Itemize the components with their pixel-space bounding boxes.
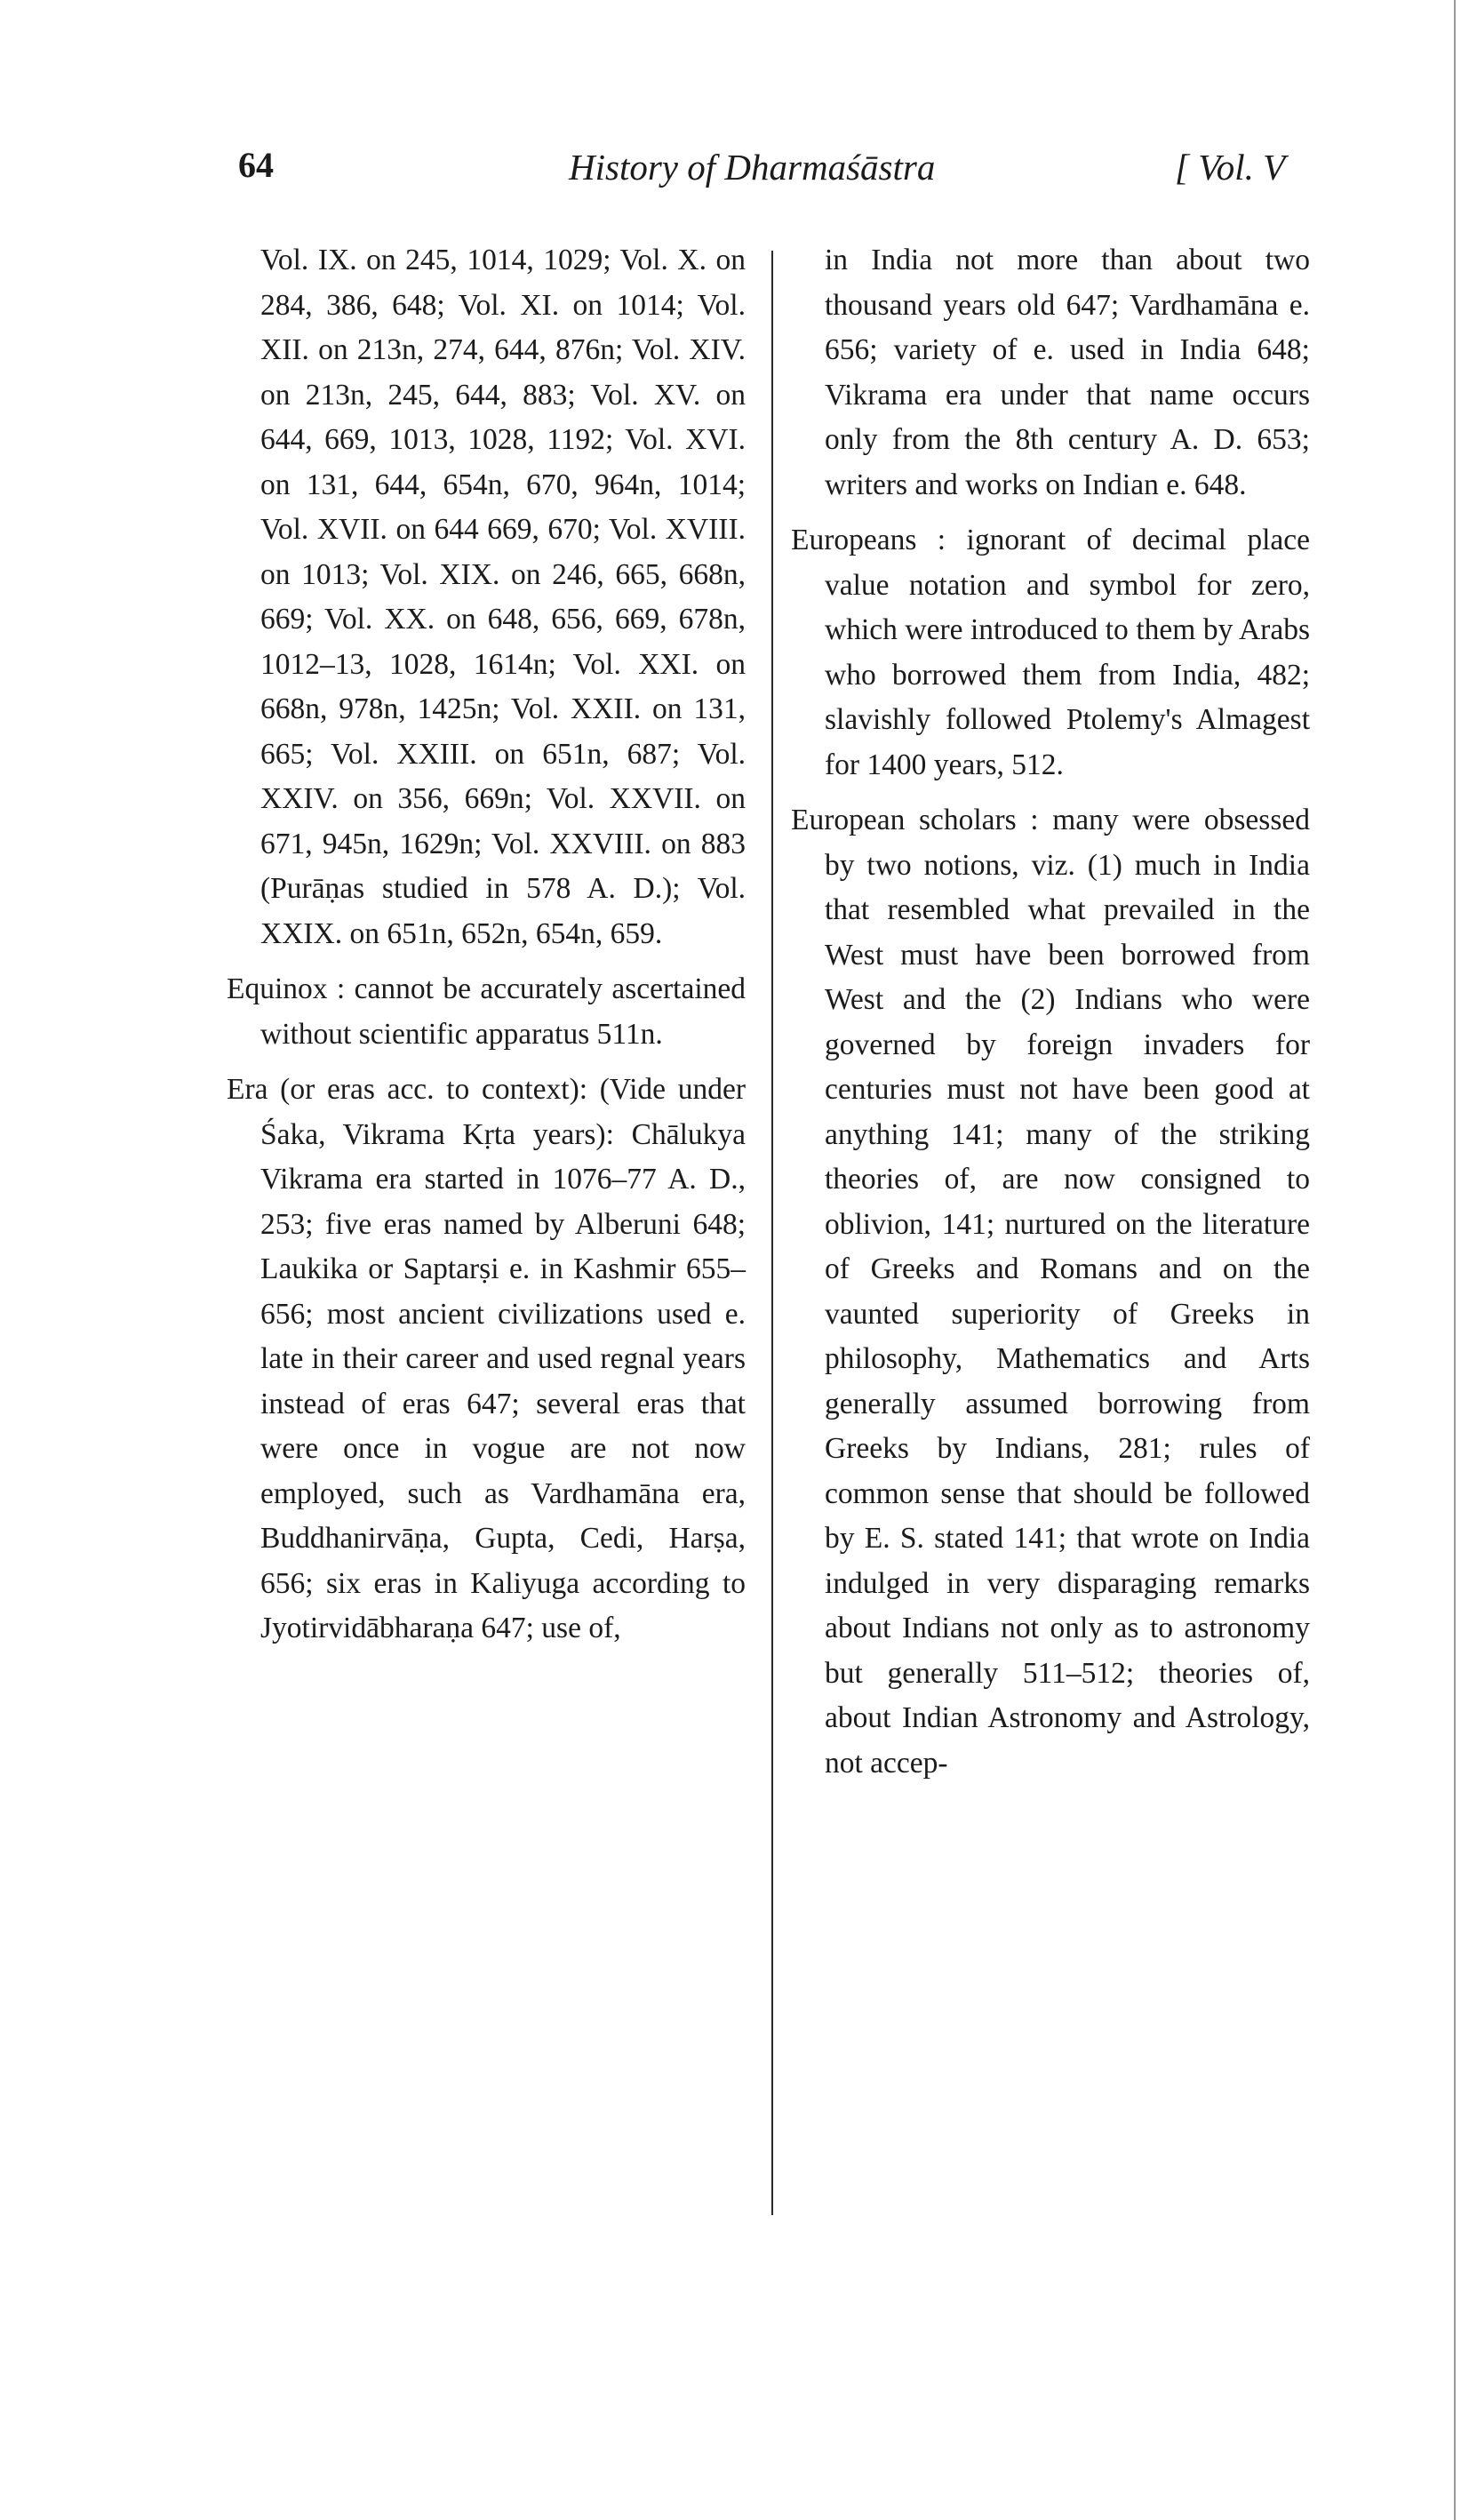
index-continuation: Vol. IX. on 245, 1014, 1029; Vol. X. on 284, 386, 648; Vol. XI. on 1014; Vol. XII. on 213n, 274, 644, 876n; Vol. XIV. on 213n, 245, 644, 883; Vol. XV. on 644, 669, 1013, 1028, 1192; Vol. XVI. on 131, 644, 654n, 670, 964n, 1014; Vol. XVII. on 644 669, 670; Vol. XVIII. on 1013; Vol. XIX. on 246, 665, 668n, 669; Vol. XX. on 648, 656, 669, 678n, 1012–13, 1028, 1614n; Vol. XXI. on 668n, 978n, 1425n; Vol. XXII. on 131, 665; Vol. XXIII. on 651n, 687; Vol. XXIV. on 356, 669n; Vol. XXVII. on 671, 945n, 1629n; Vol. XXVIII. on 883 (Purāṇas studied in 578 A. D.); Vol. XXIX. on 651n, 652n, 654n, 659. xyxy=(260,244,746,950)
volume-label: [ Vol. V xyxy=(1175,147,1286,188)
index-entry-european-scholars: European scholars : many were obsessed by two notions, viz. (1) much in India that resembled what prevailed in the West must have been borrowed from West and the (2) Indians who were governed by foreign invaders for centuries must not have been good at anything 141; many of the striking theories of, are now consigned to oblivion, 141; nurtured on the literature of Greeks and Romans and on the vaunted superiority of Greeks in philosophy, Mathematics and Arts generally assumed borrowing from Greeks by Indians, 281; rules of common sense that should be followed by E. S. stated 141; that wrote on India indulged in very disparaging remarks about Indians not only as to astronomy but generally 511–512; theories of, about Indian Astronomy and Astrology, not accep- xyxy=(791,804,1310,1780)
left-column xyxy=(227,238,746,1662)
index-entry-era: Era (or eras acc. to context): (Vide under Śaka, Vikrama Kṛta years): Chālukya Vikrama era started in 1076–77 A. D., 253; five eras named by Alberuni 648; Laukika or Saptarṣi e. in Kashmir 655–656; most ancient civilizations used e. late in their career and used regnal years instead of eras 647; several eras that were once in vogue are not now employed, such as Vardhamāna era, Buddhanirvāṇa, Gupta, Cedi, Harṣa, 656; six eras in Kaliyuga according to Jyotirvidābharaṇa 647; use of, xyxy=(227,1073,746,1644)
index-entry-europeans: Europeans : ignorant of decimal place value notation and symbol for zero, which were introduced to them by Arabs who borrowed them from India, 482; slavishly followed Ptolemy's Almagest for 1400 years, 512. xyxy=(791,524,1310,781)
index-continuation: in India not more than about two thousand years old 647; Vardhamāna e. 656; variety of e. used in India 648; Vikrama era under that name occurs only from the 8th century A. D. 653; writers and works on Indian e. 648. xyxy=(825,244,1310,501)
index-entry-equinox: Equinox : cannot be accurately ascertained without scientific apparatus 511n. xyxy=(227,972,746,1051)
page-number: 64 xyxy=(238,145,274,185)
page-edge-line xyxy=(1454,0,1456,2520)
column-divider xyxy=(771,251,773,2215)
running-title: History of Dharmaśāstra xyxy=(569,147,936,188)
right-column xyxy=(791,238,1310,1796)
